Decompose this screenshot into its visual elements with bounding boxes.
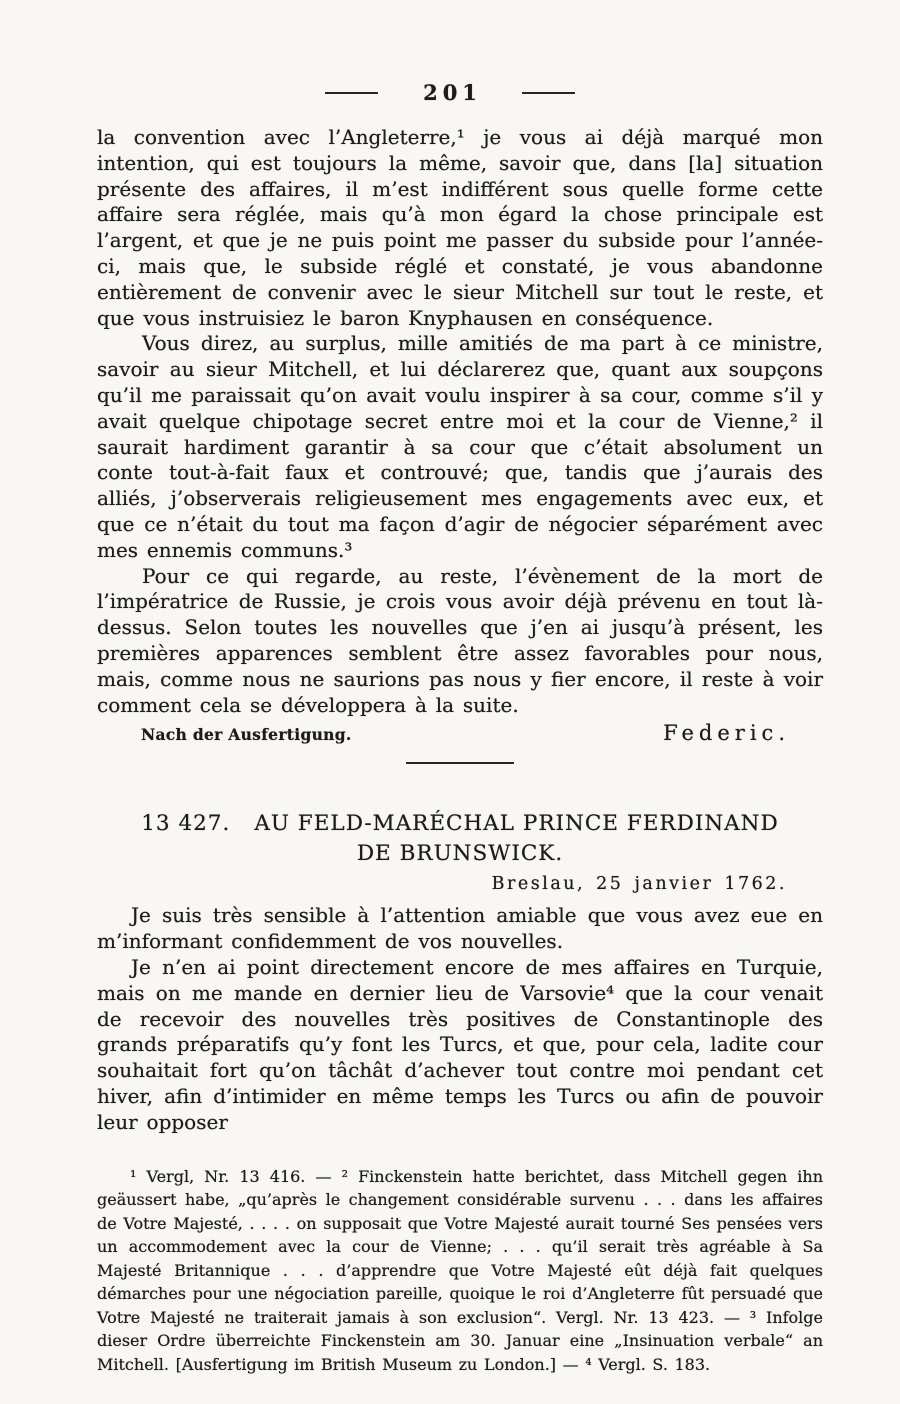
header-rule-left-icon [325, 92, 378, 94]
header-rule-right-icon [522, 92, 575, 94]
footnotes: ¹ Vergl, Nr. 13 416. — ² Finckenstein hatte berichtet, dass Mitchell gegen ihn geäussert habe, „qu’après le changement considérable survenu . . . dans les affaires de Votre Majesté, . . . . on supposait que Votre Majesté aurait tourné Ses pensées vers un accommodement avec la cour de Vienne; . . . qu’il serait très agréable à Sa Majesté Britannique . . . d’apprendre que Votre Majesté eût déjà fait quelques démarches pour une négociation pareille, quoique le roi d’Angleterre fût persuadé que Votre Majesté ne traiterait jamais à son exclusion“. Vergl. Nr. 13 423. — ³ Infolge dieser Ordre überreichte Finckenstein am 30. Januar eine „Insinuation verbale“ an Mitchell. [Ausfertigung im British Museum zu London.] — ⁴ Vergl. S. 183. [97, 1166, 823, 1374]
paragraph: Vous direz, au surplus, mille amitiés de ma part à ce ministre, savoir au sieur Mitchell, et lui déclarerez que, quant aux soupçons qu’il me paraissait qu’on avait voulu inspirer à sa cour, comme s’il y avait quelque chipotage secret entre moi et la cour de Vienne,² il saurait hardiment garantir à sa cour que c’était absolument un conte tout-à-fait faux et controuvé; que, tandis que j’aurais des alliés, j’observerais religieusement mes engagements avec eux, et que ce n’était du tout ma façon d’agir de négocier séparément avec mes ennemis communs.³ [97, 331, 823, 562]
paragraph: la convention avec l’Angleterre,¹ je vous ai déjà marqué mon intention, qui est toujours la même, savoir que, dans [la] situation présente des affaires, il m’est indifférent sous quelle forme cette affaire sera réglée, mais qu’à mon égard la chose principale est l’argent, et que je ne puis point me passer du subside pour l’année-ci, mais que, le subside réglé et constaté, je vous abandonne entièrement de convenir avec le sieur Mitchell sur tout le reste, et que vous instruisiez le baron Knyphausen en conséquence. [97, 125, 823, 330]
letter-body [97, 903, 823, 1135]
letter-number: 13 427. [141, 811, 231, 837]
letter-title-line1: AU FELD-MARÉCHAL PRINCE FERDINAND [254, 811, 779, 837]
paragraph: Je suis très sensible à l’attention amiable que vous avez eue en m’informant confidemment de vos nouvelles. [97, 903, 823, 954]
paragraph: Pour ce qui regarde, au reste, l’évènement de la mort de l’impératrice de Russie, je crois vous avoir déjà prévenu en tout là-dessus. Selon toutes les nouvelles que j’en ai jusqu’à présent, les premières apparences semblent être assez favorables pour nous, mais, comme nous ne saurions pas nous y fier encore, il reste à voir comment cela se développera à la suite. [97, 563, 823, 717]
page-number: 201 [423, 80, 482, 105]
letter-13426-continuation [97, 125, 823, 745]
page-header [0, 0, 900, 103]
source-note: Nach der Ausfertigung. [141, 725, 352, 745]
letter-13427 [97, 809, 823, 1135]
section-divider [406, 762, 514, 764]
letter-closing [97, 721, 823, 745]
letter-heading [97, 809, 823, 869]
page-body [97, 125, 823, 1376]
signature: Federic. [663, 721, 790, 746]
letter-heading-line1 [97, 809, 823, 839]
dateline: Breslau, 25 janvier 1762. [491, 874, 787, 895]
letter-title-line2: DE BRUNSWICK. [356, 841, 564, 867]
paragraph: Je n’en ai point directement encore de mes affaires en Turquie, mais on me mande en dernier lieu de Varsovie⁴ que la cour venait de recevoir des nouvelles très positives de Constantinople des grands préparatifs qu’y font les Turcs, et que, pour cela, ladite cour souhaitait fort qu’on tâchât d’achever tout contre moi pendant cet hiver, afin d’intimider en même temps les Turcs ou afin de pouvoir leur opposer [97, 954, 823, 1134]
